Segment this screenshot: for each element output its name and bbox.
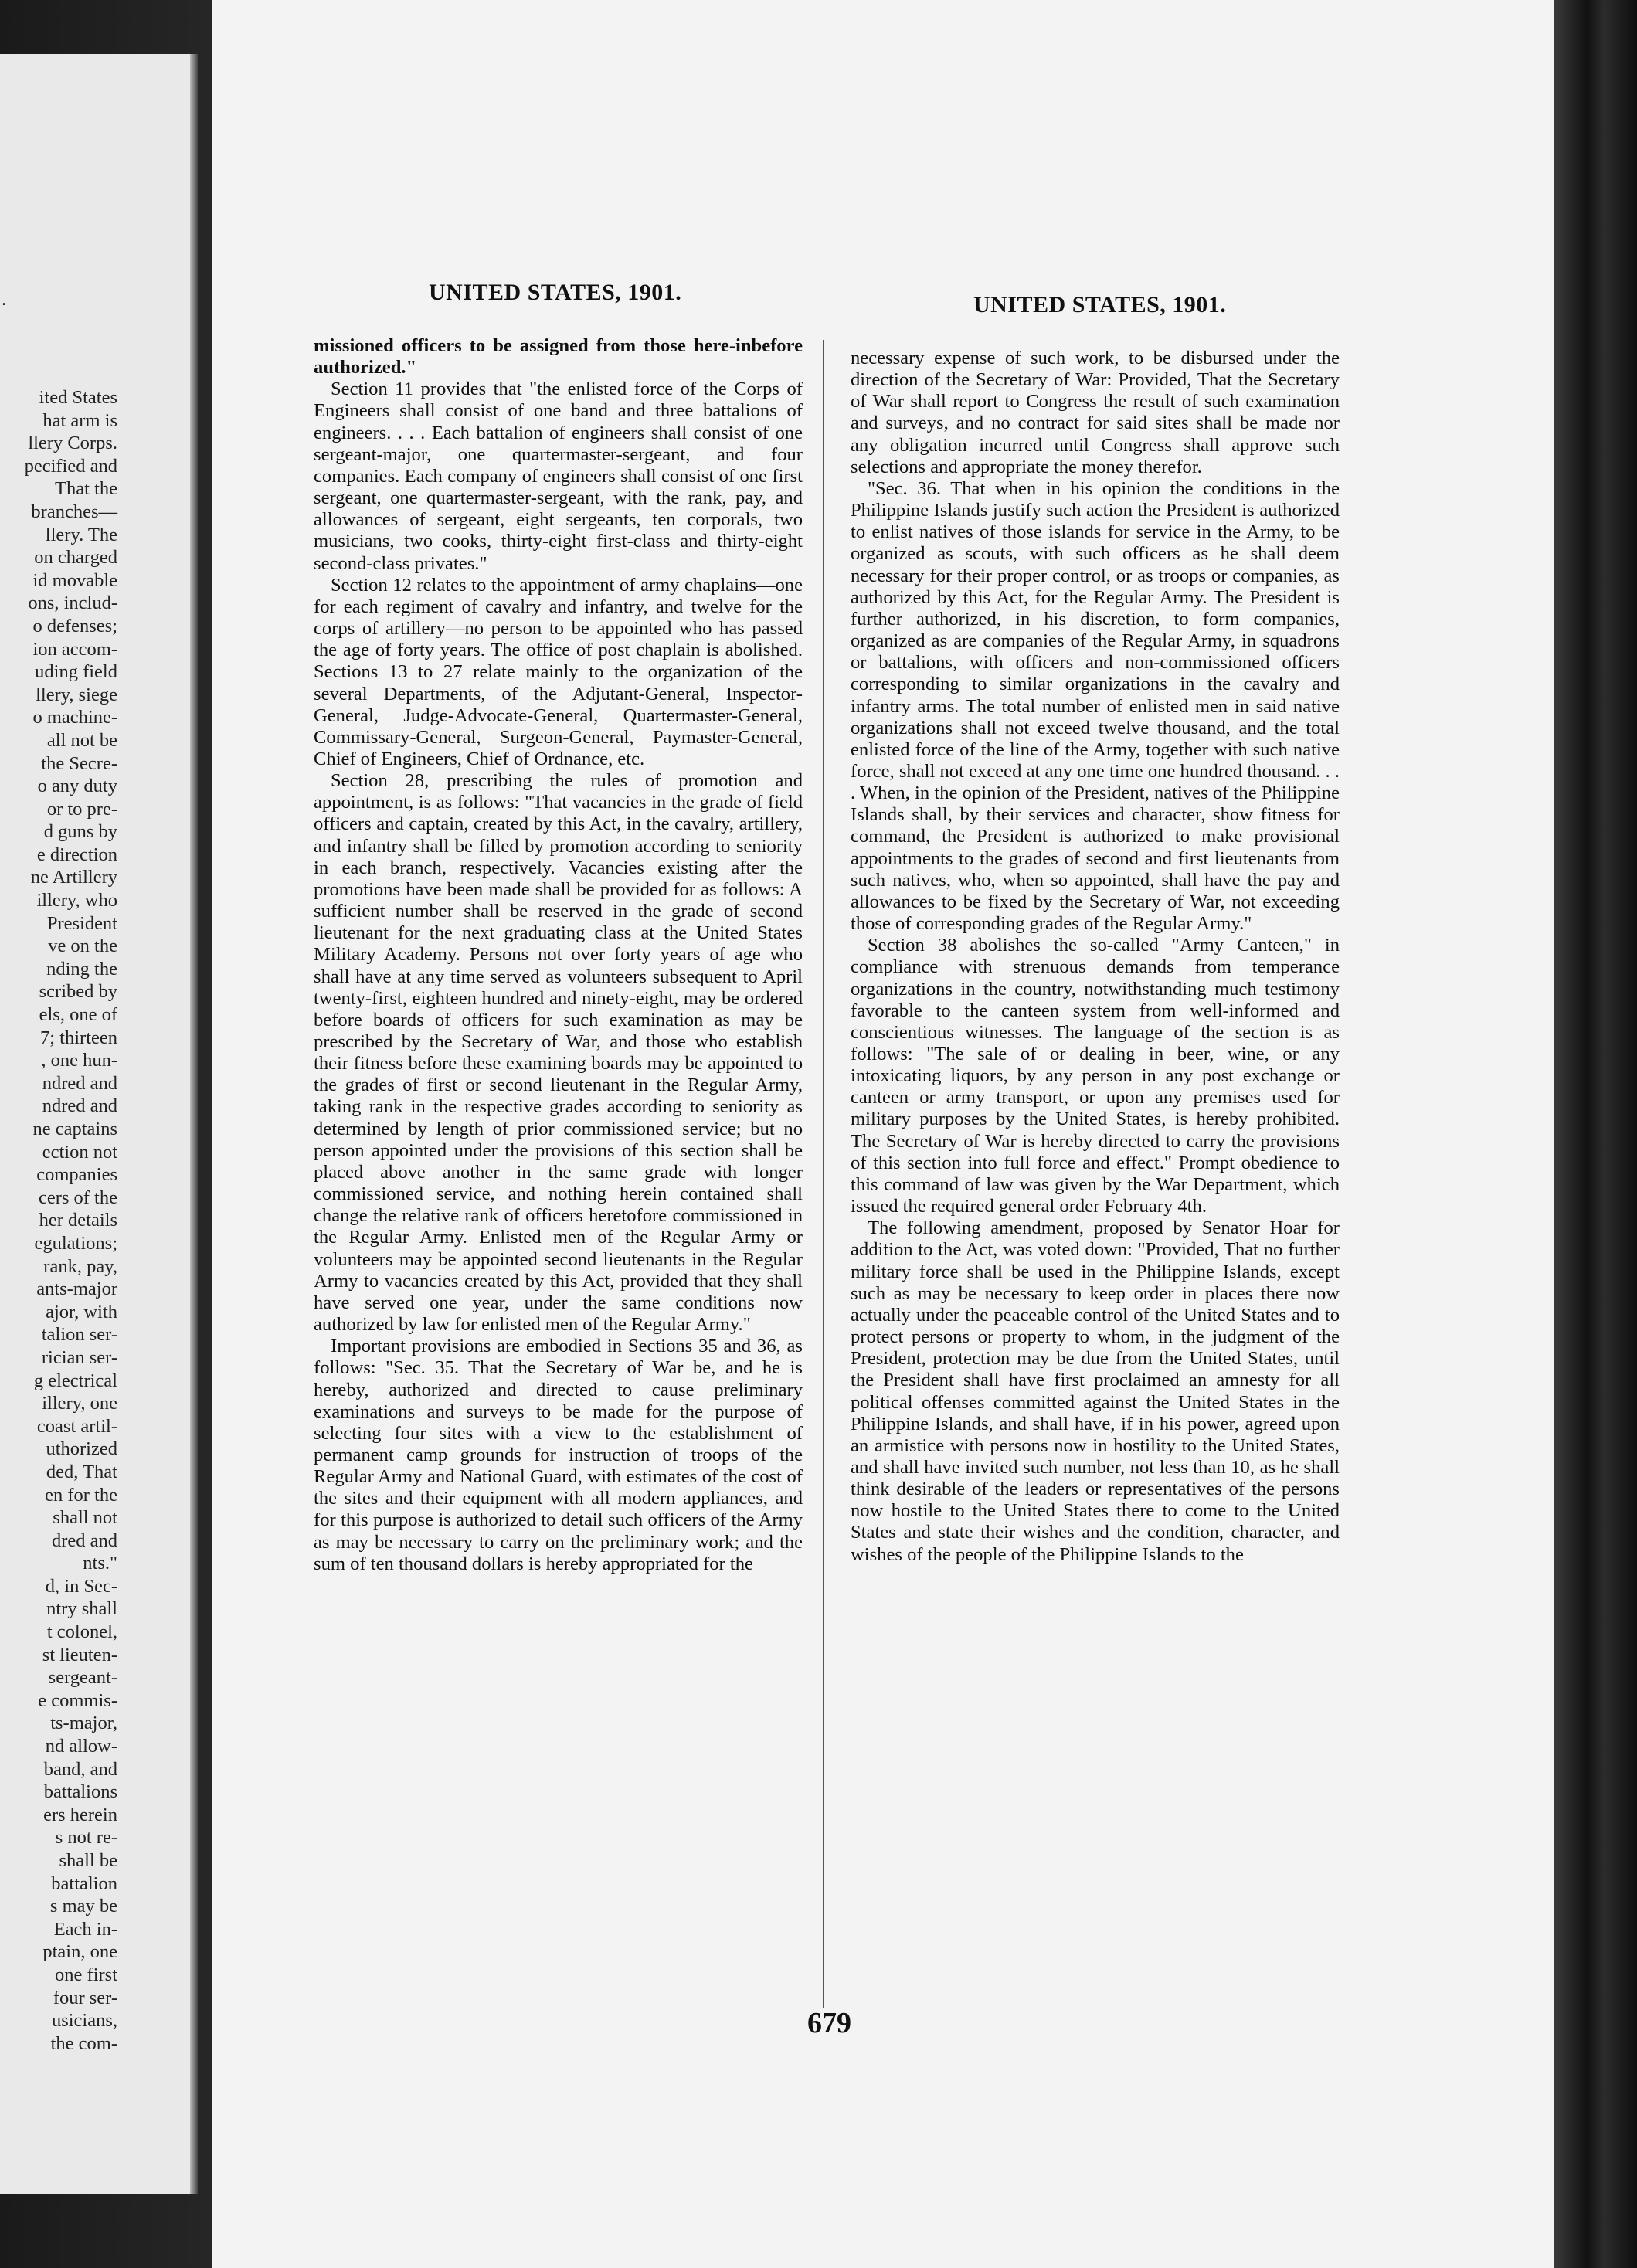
facing-page-line: s may be <box>49 1896 117 1917</box>
page-number: 679 <box>807 2007 851 2039</box>
facing-page-line: rank, pay, <box>43 1255 117 1277</box>
document-page <box>212 0 1554 2268</box>
facing-page-line: llery. The <box>45 524 117 545</box>
facing-page-line: Each in- <box>53 1918 117 1940</box>
running-header-left: UNITED STATES, 1901. <box>429 280 682 305</box>
facing-page-line: battalions <box>43 1781 117 1803</box>
paragraph: Section 11 provides that "the enlisted force of the Corps of Engineers shall consist of one band and three battalions of engineers. . . . Each battalion of engineers shall consist of one sergeant-major, one quartermaster-sergeant, and four companies. Each company of engineers shall consist of one first sergeant, one quartermaster-sergeant, with the rank, pay, and allowances of sergeant, eight sergeants, ten corporals, two musicians, two cooks, thirty-eight first-class and thirty-eight second-class privates." <box>314 379 803 574</box>
facing-page-line: e direction <box>36 844 117 865</box>
facing-page-line: ants-major <box>36 1278 117 1300</box>
column-divider <box>823 340 824 2008</box>
facing-page-line: branches— <box>31 501 117 522</box>
facing-page-line: en for the <box>45 1484 117 1506</box>
facing-page-line: battalion <box>51 1872 117 1894</box>
facing-page-line: ts-major, <box>50 1713 117 1734</box>
facing-page-line: talion ser- <box>41 1324 117 1346</box>
paragraph: Section 38 abolishes the so-called "Army Canteen," in compliance with strenuous demands from temperance organizations in the country, notwithstanding much testimony favorable to the canteen system from well-informed and conscientious witnesses. The language of the section is as follows: "The sale of or dealing in beer, wine, or any intoxicating liquors, by any person in any post exchange or canteen or army transport, or upon any premises used for military purposes by the United States, is hereby prohibited. The Secretary of War is hereby directed to carry the provisions of this section into full force and effect." Prompt obedience to this command of law was given by the War Department, which issued the required general order February 4th. <box>851 935 1340 1217</box>
facing-page-line: o defenses; <box>32 615 117 637</box>
facing-page-line: ded, That <box>46 1461 117 1482</box>
facing-page-left <box>0 54 198 2194</box>
facing-page-line: one first <box>55 1964 117 1985</box>
facing-page-line: on charged <box>34 547 117 569</box>
facing-page-line: els, one of <box>39 1004 117 1026</box>
facing-page-line: ptain, one <box>42 1941 117 1963</box>
facing-page-line: egulations; <box>34 1232 117 1254</box>
facing-page-line: nts." <box>83 1553 117 1574</box>
facing-page-line: or to pre- <box>46 798 117 820</box>
facing-page-line: band, and <box>43 1758 117 1780</box>
facing-page-line: ajor, with <box>46 1301 117 1322</box>
facing-page-line: , one hun- <box>41 1050 117 1071</box>
facing-page-line: g electrical <box>33 1370 117 1391</box>
facing-page-line: t colonel, <box>46 1621 117 1643</box>
facing-page-line: the Secre- <box>41 752 117 774</box>
running-header-right: UNITED STATES, 1901. <box>973 292 1227 317</box>
facing-page-line: dred and <box>51 1530 117 1551</box>
facing-page-line: the com- <box>50 2032 117 2054</box>
facing-page-line: o machine- <box>32 707 117 728</box>
facing-page-line: coast artil- <box>36 1415 117 1437</box>
paragraph: Important provisions are embodied in Sections 35 and 36, as follows: "Sec. 35. That the Secretary of War be, and he is hereby, authorized and directed to cause preliminary examinations and surveys to be made for the purpose of selecting four sites with a view to the establishment of permanent camp grounds for instruction of troops of the Regular Army and National Guard, with estimates of the cost of the sites and their equipment with all modern appliances, and for this purpose is authorized to detail such officers of the Army as may be necessary to carry on the preliminary work; and the sum of ten thousand dollars is hereby appropriated for the <box>314 1336 803 1574</box>
paragraph: missioned officers to be assigned from those here-inbefore authorized." <box>314 335 803 379</box>
facing-page-line: ers herein <box>43 1804 117 1825</box>
facing-page-line: President <box>46 912 117 934</box>
facing-page-text-fragments <box>0 386 117 2055</box>
facing-page-line: uthorized <box>46 1438 117 1460</box>
text-column-right <box>851 348 1340 1566</box>
facing-page-line: uding field <box>35 661 117 683</box>
facing-page-line: d, in Sec- <box>45 1575 117 1597</box>
facing-page-line: companies <box>36 1164 117 1186</box>
facing-page-line: sergeant- <box>48 1667 117 1689</box>
facing-page-line: ve on the <box>48 935 117 957</box>
film-margin-right <box>1554 0 1637 2268</box>
facing-page-line: her details <box>39 1210 117 1231</box>
page-gutter-shadow <box>190 54 198 2194</box>
paragraph: The following amendment, proposed by Senator Hoar for addition to the Act, was voted down: "Provided, That no further military force shall be used in the Philippine Islands, except such as may be necessary to keep order in places there now actually under the peaceable control of the United States and to protect persons or property to whom, in the judgment of the President, protection may be due from the United States, until the President shall have first proclaimed an amnesty for all political offenses committed against the United States in the Philippine Islands, and shall have, if in his power, agreed upon an armistice with persons now in hostility to the United States, and shall have invited such number, not less than 10, as he shall think desirable of the leaders or representatives of the persons now hostile to the United States there to come to the United States and state their wishes and the condition, character, and wishes of the people of the Philippine Islands to the <box>851 1217 1340 1565</box>
facing-page-line: 7; thirteen <box>39 1027 117 1048</box>
facing-page-line: ection not <box>42 1141 117 1163</box>
paragraph: Section 12 relates to the appointment of army chaplains—one for each regiment of cavalry and infantry, and twelve for the corps of artillery—no person to be appointed who has passed the age of forty years. The office of post chaplain is abolished. Sections 13 to 27 relate mainly to the organization of the several Departments, of the Adjutant-General, Inspector-General, Judge-Advocate-General, Quartermaster-General, Commissary-General, Surgeon-General, Paymaster-General, Chief of Engineers, Chief of Ordnance, etc. <box>314 574 803 769</box>
facing-page-line: e commis- <box>38 1689 117 1711</box>
facing-page-line: nding the <box>46 958 117 980</box>
text-column-left <box>314 335 803 1575</box>
paragraph: Section 28, prescribing the rules of promotion and appointment, is as follows: "That vacancies in the grade of field officers and captain, created by this Act, in the cavalry, artillery, and infantry shall be filled by promotion according to seniority in each branch, respectively. Vacancies existing after the promotions have been made shall be provided for as follows: A sufficient number shall be reserved in the grade of second lieutenant for the next graduating class at the United States Military Academy. Persons not over forty years of age who shall have at any time served as volunteers subsequent to April twenty-first, eighteen hundred and ninety-eight, may be ordered before boards of officers for such examination as may be prescribed by the Secretary of War, and those who establish their fitness before these examining boards may be appointed to the grades of first or second lieutenant in the Regular Army, taking rank in the respective grades according to seniority as determined by length of prior commissioned service; but no person appointed under the provisions of this section shall be placed above another in the same grade with longer commissioned service, and nothing herein contained shall change the relative rank of officers heretofore commissioned in the Regular Army. Enlisted men of the Regular Army or volunteers may be appointed second lieutenants in the Regular Army to vacancies created by this Act, provided that they shall have served one year, under the same conditions now authorized by law for enlisted men of the Regular Army." <box>314 770 803 1336</box>
facing-page-line: id movable <box>32 569 117 591</box>
facing-page-mark: . <box>2 290 6 310</box>
facing-page-line: s not re- <box>55 1827 117 1849</box>
facing-page-line: nd allow- <box>45 1736 117 1757</box>
facing-page-line: hat arm is <box>42 409 117 431</box>
facing-page-line: scribed by <box>39 981 117 1003</box>
facing-page-line: llery Corps. <box>28 433 117 454</box>
paragraph: necessary expense of such work, to be disbursed under the direction of the Secretary of War: Provided, That the Secretary of War shall report to Congress the result of such examination and surveys, and no contract for said sites shall be made nor any obligation incurred until Congress shall approve such selections and appropriate the money therefor. <box>851 348 1340 477</box>
facing-page-line: cers of the <box>38 1187 117 1208</box>
facing-page-line: ion accom- <box>32 638 117 660</box>
facing-page-line: illery, who <box>36 890 117 912</box>
facing-page-line: ne Artillery <box>30 867 117 888</box>
facing-page-line: shall be <box>59 1850 117 1871</box>
facing-page-line: ntry shall <box>46 1598 117 1620</box>
facing-page-line: o any duty <box>37 776 117 797</box>
facing-page-line: That the <box>55 478 117 500</box>
facing-page-line: usicians, <box>51 2010 117 2032</box>
facing-page-line: d guns by <box>43 821 117 843</box>
facing-page-line: st lieuten- <box>42 1644 117 1665</box>
facing-page-line: ndred and <box>42 1072 117 1094</box>
facing-page-line: ne captains <box>32 1119 117 1139</box>
facing-page-line: ndred and <box>42 1095 117 1117</box>
facing-page-line: rician ser- <box>41 1346 117 1368</box>
facing-page-line: shall not <box>53 1507 117 1529</box>
facing-page-line: llery, siege <box>36 684 117 705</box>
facing-page-line: ons, includ- <box>28 592 117 614</box>
facing-page-line: four ser- <box>53 1987 117 2008</box>
facing-page-line: illery, one <box>42 1393 117 1414</box>
facing-page-line: pecified and <box>24 455 117 477</box>
facing-page-line: all not be <box>46 729 117 751</box>
facing-page-line: ited States <box>39 387 117 408</box>
paragraph: "Sec. 36. That when in his opinion the conditions in the Philippine Islands justify such action the President is authorized to enlist natives of those islands for service in the Army, to be organized as scouts, with such officers as he shall deem necessary for their proper control, or as troops or companies, as authorized by this Act, for the Regular Army. The President is further authorized, in his discretion, to form companies, organized as are companies of the Regular Army, in squadrons or battalions, with officers and non-commissioned officers corresponding to similar organizations in the cavalry and infantry arms. The total number of enlisted men in said native organizations shall not exceed twelve thousand, and the total enlisted force of the line of the Army, together with such native force, shall not exceed at any one time one hundred thousand. . . . When, in the opinion of the President, natives of the Philippine Islands shall, by their services and character, show fitness for command, the President is authorized to make provisional appointments to the grades of second and first lieutenants from such natives, who, when so appointed, shall have the pay and allowances to be fixed by the Secretary of War, not exceeding those of corresponding grades of the Regular Army." <box>851 477 1340 935</box>
